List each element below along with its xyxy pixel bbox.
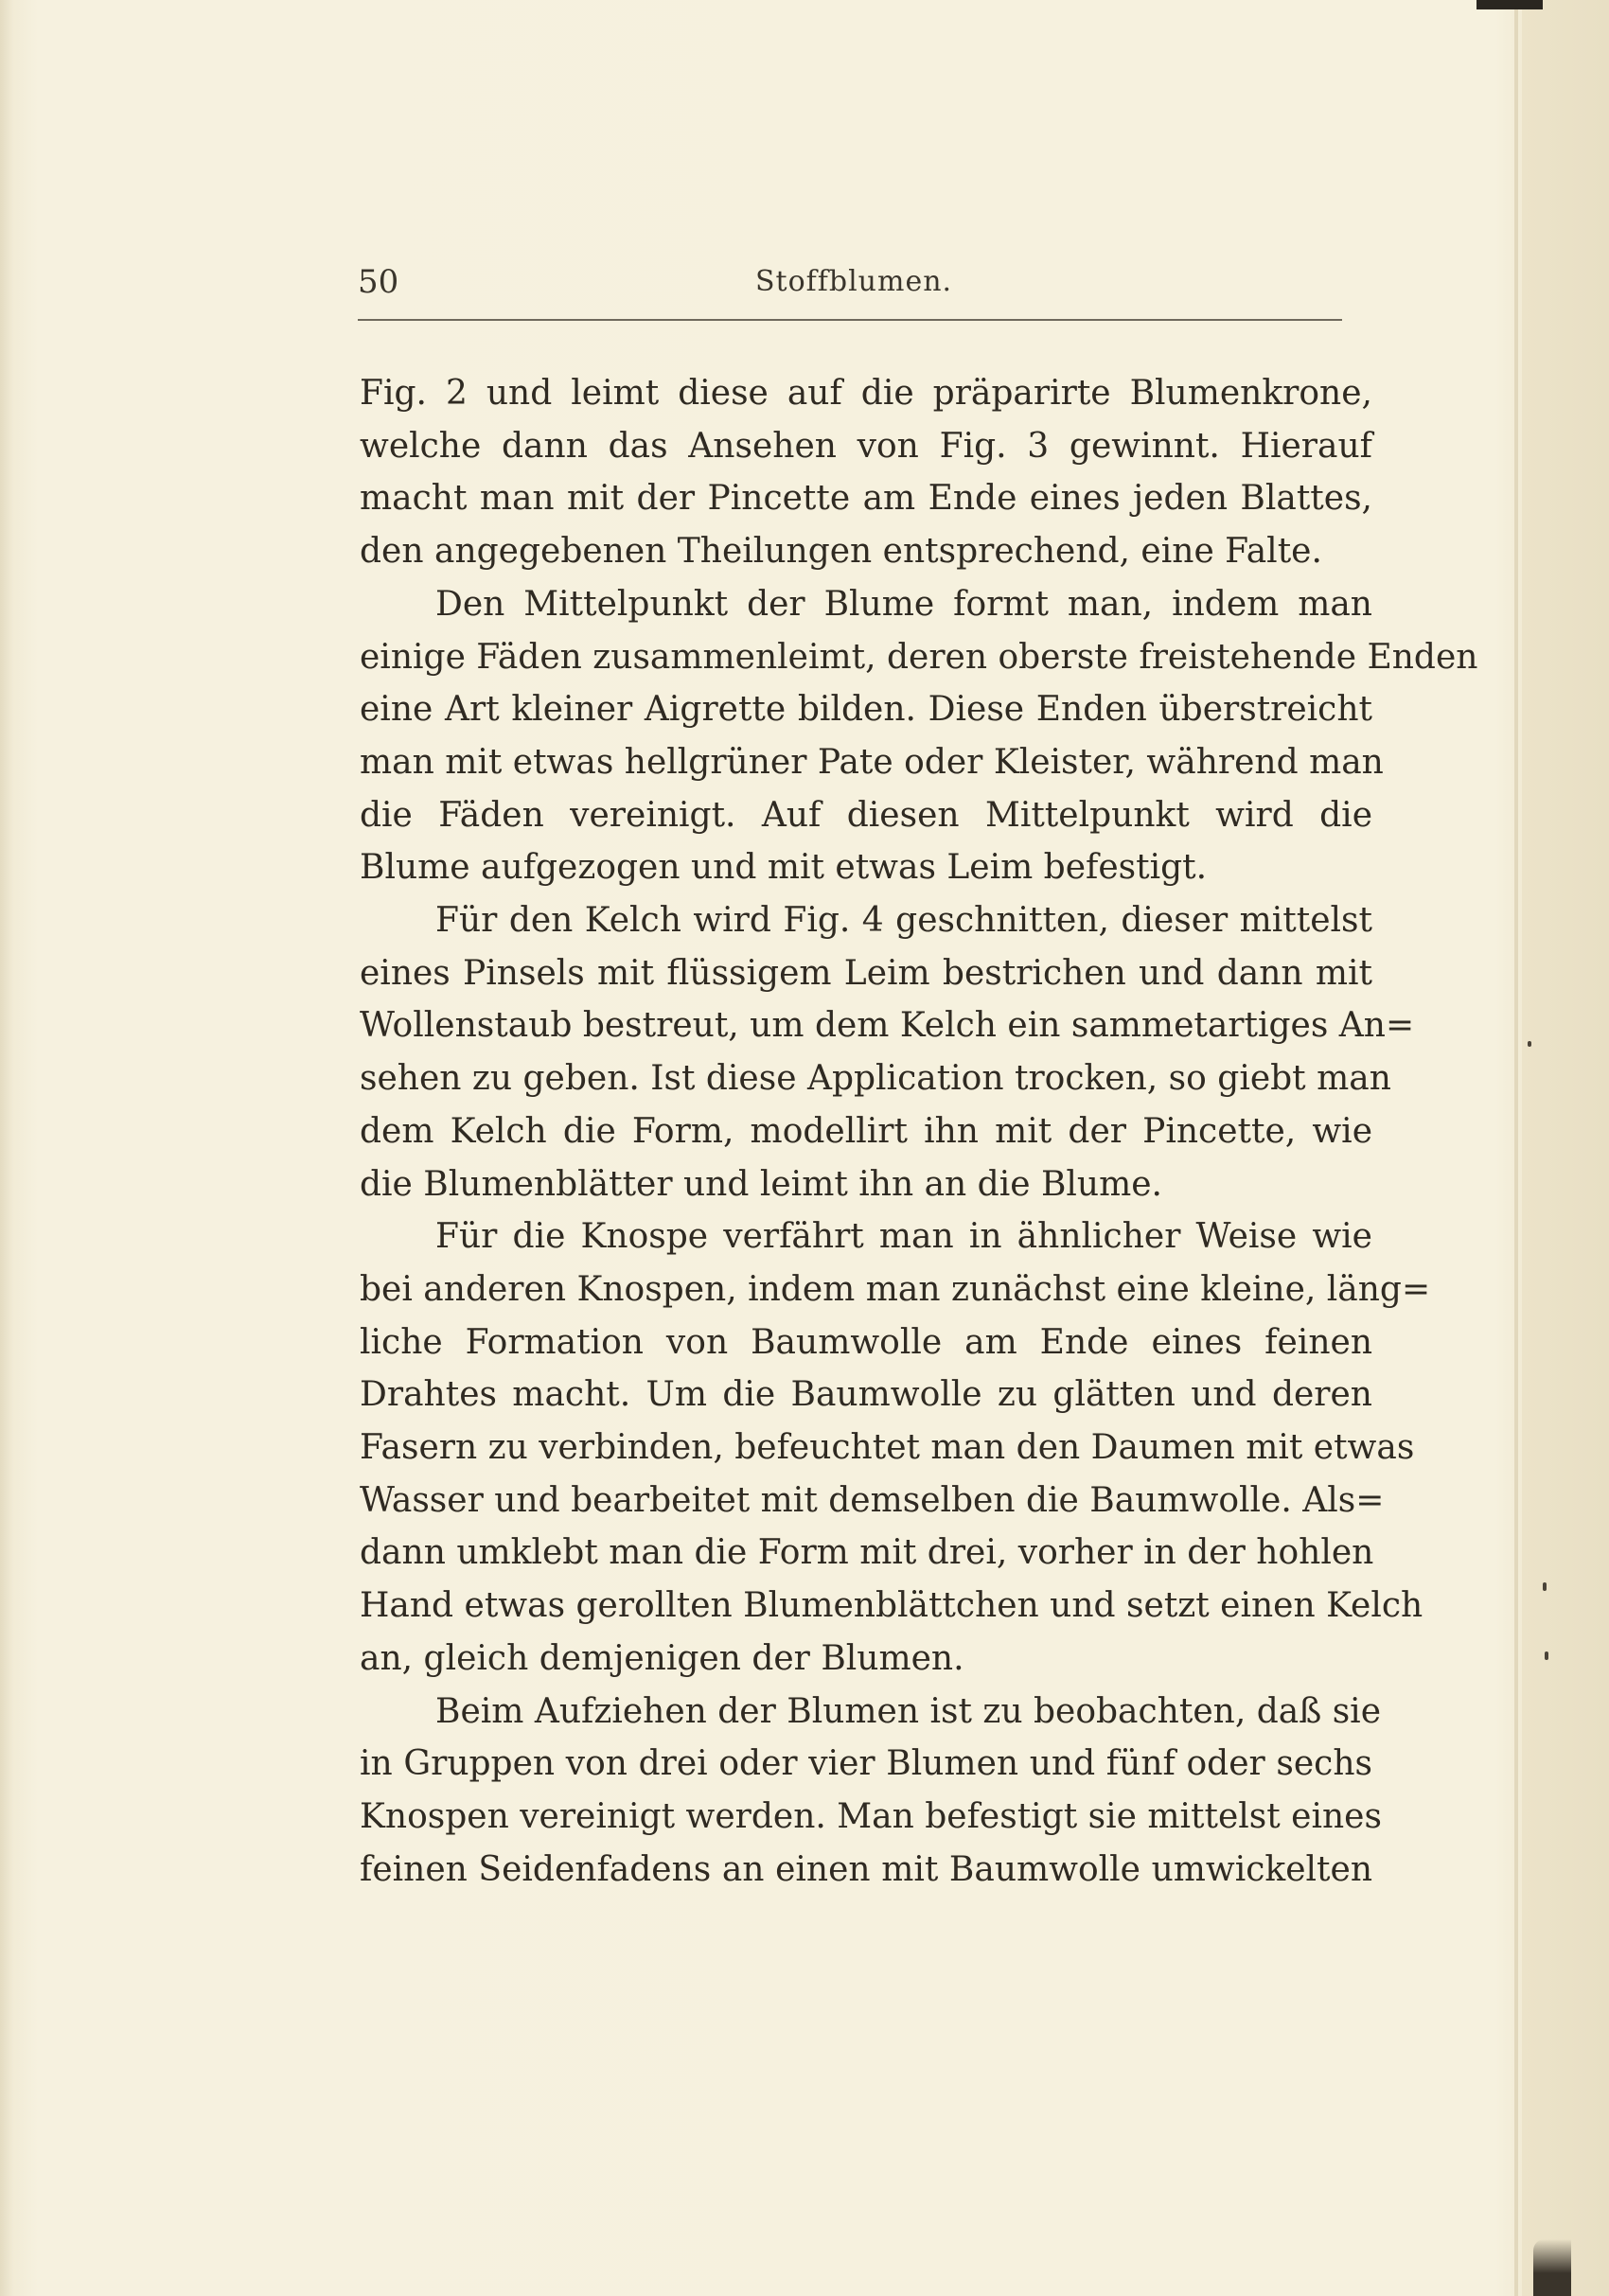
text-line: Den Mittelpunkt der Blume formt man, indem man: [435, 584, 1372, 624]
text-line: Knospen vereinigt werden. Man befestigt sie mittelst eines: [360, 1796, 1382, 1836]
scan-corner-mark-bottom: [1533, 2239, 1571, 2296]
text-line: Fasern zu verbinden, befeuchtet man den Daumen mit etwas: [360, 1428, 1415, 1468]
body-text: [360, 367, 1478, 1896]
text-line: Wasser und bearbeitet mit demselben die Baumwolle. Als=: [360, 1480, 1385, 1520]
text-line: sehen zu geben. Ist diese Application trocken, so giebt man: [360, 1059, 1391, 1099]
text-line: bei anderen Knospen, indem man zunächst eine kleine, läng=: [360, 1269, 1431, 1309]
scan-corner-mark-top: [1476, 0, 1543, 9]
text-line: Beim Aufziehen der Blumen ist zu beobachten, daß sie: [435, 1691, 1381, 1731]
page-header: [358, 256, 1342, 303]
text-line: feinen Seidenfadens an einen mit Baumwolle umwickelten: [360, 1849, 1372, 1889]
text-line: Für den Kelch wird Fig. 4 geschnitten, dieser mittelst: [435, 901, 1372, 941]
header-rule: [358, 319, 1342, 321]
page-number: 50: [358, 263, 399, 301]
text-line: den angegebenen Theilungen entsprechend, eine Falte.: [360, 532, 1322, 572]
text-line: die Fäden vereinigt. Auf diesen Mittelpunkt wird die: [360, 795, 1372, 835]
paragraph-4: [360, 1210, 1431, 1685]
paragraph-5: [360, 1686, 1382, 1897]
text-line: macht man mit der Pincette am Ende eines jeden Blattes,: [360, 479, 1372, 519]
text-line: eines Pinsels mit flüssigem Leim bestrichen und dann mit: [360, 953, 1372, 993]
text-line: liche Formation von Baumwolle am Ende eines feinen: [360, 1322, 1372, 1362]
text-line: dann umklebt man die Form mit drei, vorher in der hohlen: [360, 1533, 1374, 1573]
text-line: Fig. 2 und leimt diese auf die präparirte Blumenkrone,: [360, 374, 1372, 413]
running-head: Stoffblumen.: [755, 265, 953, 298]
text-line: Drahtes macht. Um die Baumwolle zu glätten und deren: [360, 1375, 1372, 1415]
text-line: Hand etwas gerollten Blumenblättchen und setzt einen Kelch: [360, 1586, 1423, 1626]
text-line: Wollenstaub bestreut, um dem Kelch ein sammetartiges An=: [360, 1006, 1415, 1046]
page-right-edge: [1514, 0, 1518, 2296]
text-line: die Blumenblätter und leimt ihn an die Blume.: [360, 1164, 1163, 1204]
text-line: Für die Knospe verfährt man in ähnlicher Weise wie: [435, 1217, 1372, 1257]
paragraph-2: [360, 578, 1478, 894]
next-page-edge: [1522, 0, 1609, 2296]
paragraph-1: [360, 367, 1372, 578]
text-line: in Gruppen von drei oder vier Blumen und fünf oder sechs: [360, 1744, 1372, 1784]
text-line: welche dann das Ansehen von Fig. 3 gewinnt. Hierauf: [360, 426, 1372, 466]
paragraph-3: [360, 894, 1415, 1210]
text-line: einige Fäden zusammenleimt, deren oberste freistehende Enden: [360, 637, 1478, 677]
scan-speck: [1543, 1582, 1547, 1591]
page-left-edge: [0, 0, 13, 2296]
text-line: Blume aufgezogen und mit etwas Leim befestigt.: [360, 848, 1208, 888]
text-line: eine Art kleiner Aigrette bilden. Diese Enden überstreicht: [360, 690, 1372, 730]
text-line: dem Kelch die Form, modellirt ihn mit der Pincette, wie: [360, 1111, 1372, 1151]
text-line: an, gleich demjenigen der Blumen.: [360, 1638, 964, 1678]
scan-speck: [1528, 1041, 1531, 1047]
scan-speck: [1545, 1651, 1548, 1660]
text-line: man mit etwas hellgrüner Pate oder Kleister, während man: [360, 742, 1384, 782]
